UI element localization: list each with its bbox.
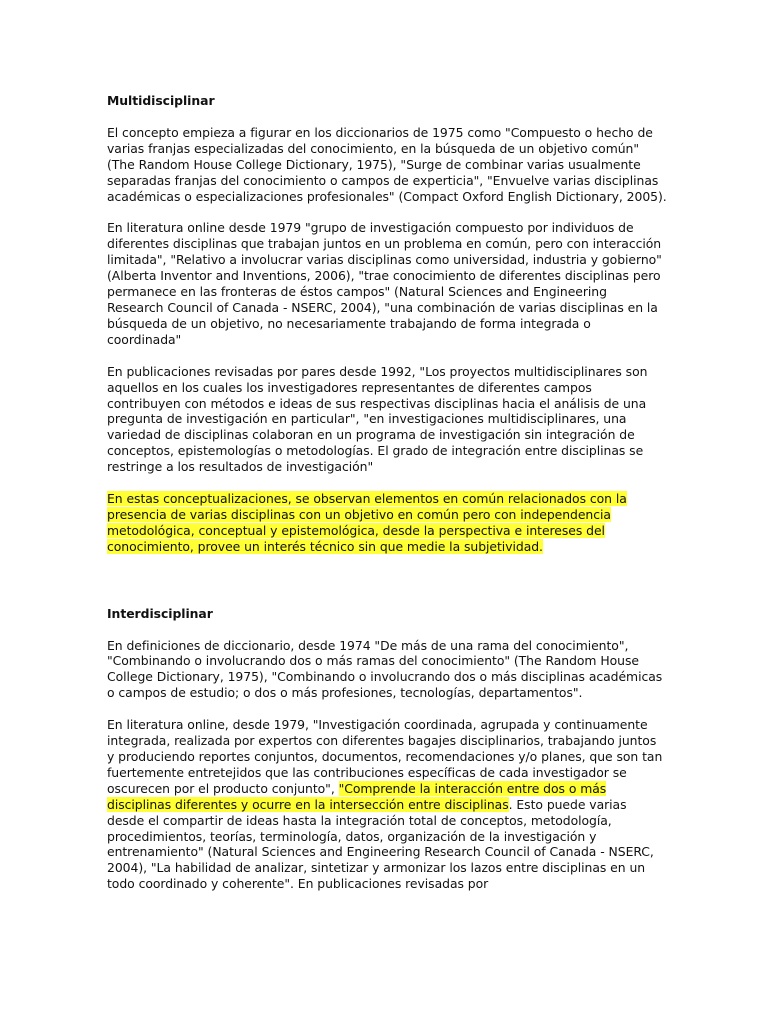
- paragraph-dictionary-definitions: El concepto empieza a figurar en los diccionarios de 1975 como "Compuesto o hecho de varias franjas especializadas del conocimiento, en la búsqueda de un objetivo común" (The Random House College Dictionary, 1975), "Surge de combinar varias usualmente separadas franjas del conocimiento o campos de experticia", "Envuelve varias disciplinas académicas o especializaciones profesionales" (Compact Oxford English Dictionary, 2005).: [107, 124, 667, 204]
- paragraph-online-literature: En literatura online desde 1979 "grupo de investigación compuesto por individuos de diferentes disciplinas que trabajan juntos en un problema en común, pero con interacción limitada", "Relativo a involucrar varias disciplinas como universidad, industria y gobierno" (Alberta Inventor and Inventions, 2006), "trae conocimiento de diferentes disciplinas pero permanece en las fronteras de éstos campos" (Natural Sciences and Engineering Research Council of Canada - NSERC, 2004), "una combinación de varias disciplinas en la búsqueda de un objetivo, no necesariamente trabajando de forma integrada o coordinada": [107, 220, 662, 347]
- paragraph-peer-reviewed: En publicaciones revisadas por pares desde 1992, "Los proyectos multidisciplinares son aquellos en los cuales los investigadores representantes de diferentes campos contribuyen con métodos e ideas de sus respectivas disciplinas hacia el análisis de una pregunta de investigación en particular", "en investigaciones multidisciplinares, una variedad de disciplinas colaboran en un programa de investigación sin integración de conceptos, epistemologías o metodologías. El grado de integración entre disciplinas se restringe a los resultados de investigación": [107, 363, 648, 475]
- section-title-multidisciplinar: Multidisciplinar: [107, 93, 215, 108]
- section-title-interdisciplinar: Interdisciplinar: [107, 605, 213, 621]
- paragraph-text-after: . Esto puede varias desde el compartir de ideas hasta la integración total de conceptos, metodología, procedimientos, teorías, terminología, datos, organización de la investigación y entrenamiento" (Natural Sciences and Engineering Research Council of Canada - NSERC, 2004), "La habilidad de analizar, sintetizar y armonizar los lazos entre disciplinas en un todo coordinado y coherente". En publicaciones revisadas por: [107, 796, 654, 892]
- paragraph-online-literature-inter: [107, 717, 667, 892]
- paragraph-conclusion-highlighted: [107, 491, 667, 555]
- paragraph-text-before: En literatura online, desde 1979, "Investigación coordinada, agrupada y continuamente integrada, realizada por expertos con diferentes bagajes disciplinarios, trabajando juntos y produciendo reportes conjuntos, documentos, recomendaciones y/o planes, que son tan fuertemente entretejidos que las contribuciones específicas de cada investigador se oscurecen por el producto conjunto",: [107, 717, 663, 796]
- paragraph-dictionary-definitions-inter: En definiciones de diccionario, desde 1974 "De más de una rama del conocimiento", "Combinando o involucrando dos o más ramas del conocimiento" (The Random House College Dictionary, 1975), "Combinando o involucrando dos o más disciplinas académicas o campos de estudio; o dos o más profesiones, tecnologías, departamentos".: [107, 637, 663, 701]
- highlighted-text: "Comprende la interacción entre dos o más disciplinas diferentes y ocurre en la intersección entre disciplinas: [107, 780, 607, 812]
- document-content: [107, 93, 667, 892]
- highlighted-text: En estas conceptualizaciones, se observan elementos en común relacionados con la presencia de varias disciplinas con un objetivo en común pero con independencia metodológica, conceptual y epistemológica, desde la perspectiva e intereses del conocimiento, provee un interés técnico sin que medie la subjetividad.: [107, 491, 627, 554]
